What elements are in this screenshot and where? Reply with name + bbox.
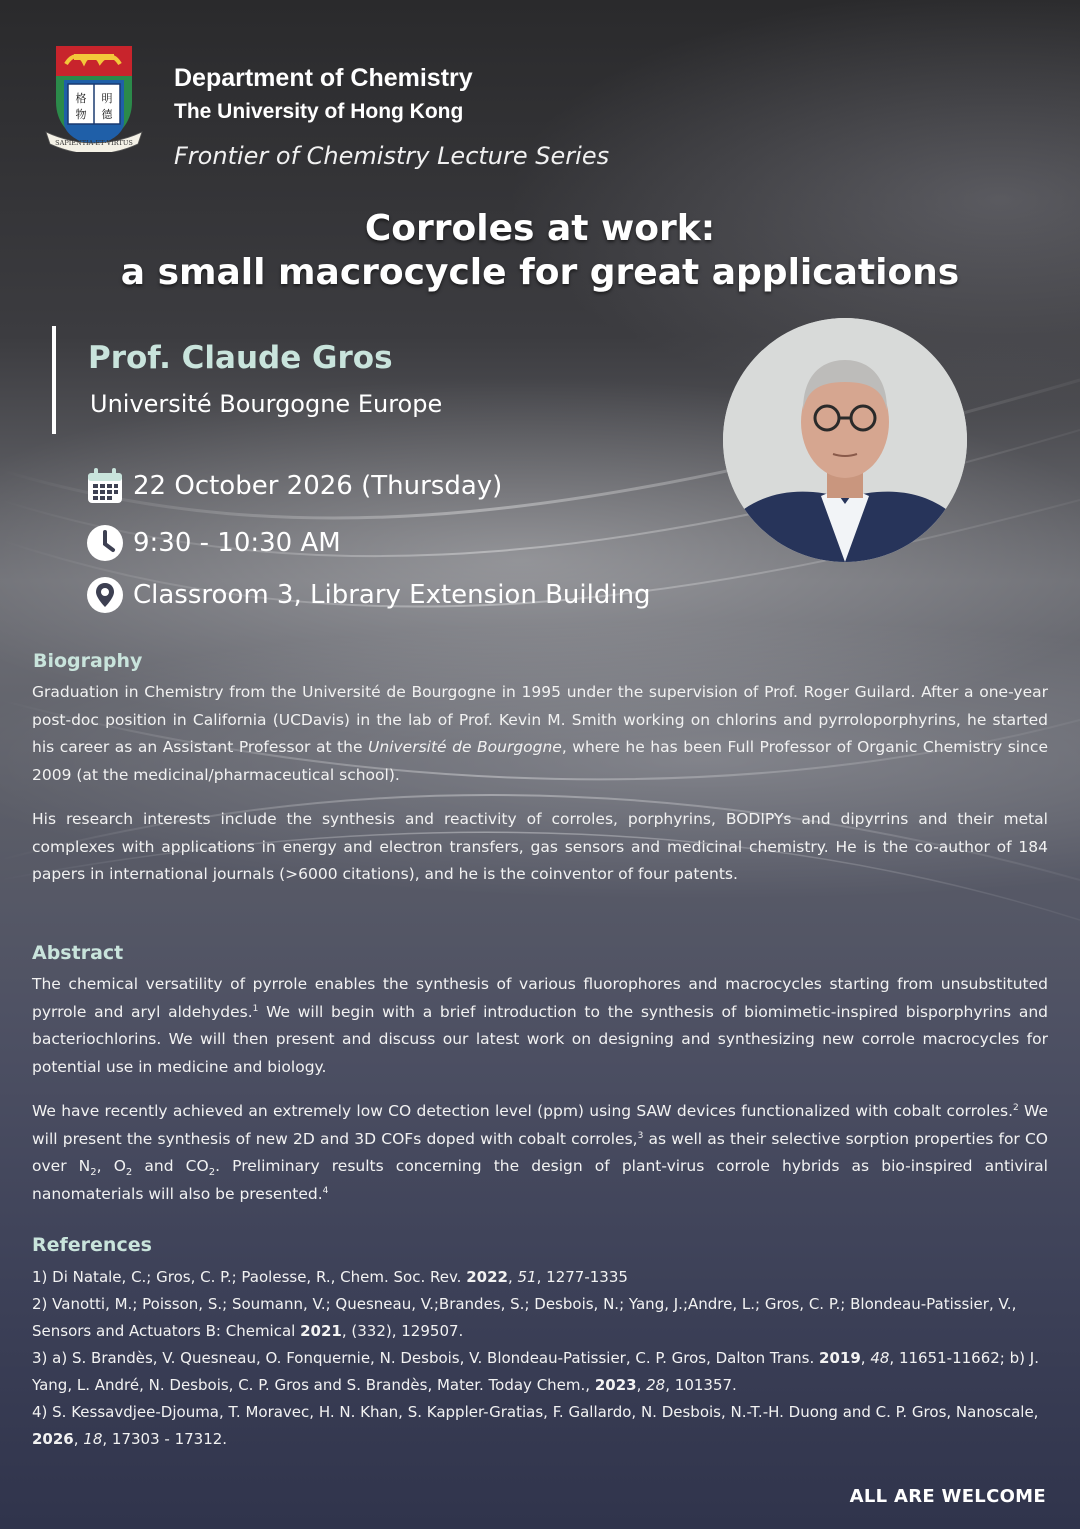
svg-text:德: 德 xyxy=(101,108,113,121)
svg-text:SAPIENTIA·ET·VIRTUS: SAPIENTIA·ET·VIRTUS xyxy=(55,139,133,147)
speaker-accent-bar xyxy=(52,326,56,434)
department-name: Department of Chemistry xyxy=(174,64,473,92)
svg-text:物: 物 xyxy=(75,108,87,121)
lecture-series-name: Frontier of Chemistry Lecture Series xyxy=(174,142,610,170)
references-list xyxy=(32,1264,1048,1453)
abstract-paragraph-2: We have recently achieved an extremely low CO detection level (ppm) using SAW devices functionalized with cobalt corroles.$^2$ We will present the synthesis of new 2D and 3D COFs doped with cobalt corroles,$^3$ as well as their selective sorption properties for CO over $N_2$, $O_2$ and $CO_2$. Preliminary results concerning the design of plant-virus corrole hybrids as bio-inspired antiviral nanomaterials will also be presented.$^4$ xyxy=(32,1102,1049,1203)
speaker-photo xyxy=(723,318,967,562)
event-venue: Classroom 3, Library Extension Building xyxy=(133,580,651,610)
hku-crest-logo xyxy=(44,42,144,152)
biography-paragraph-1: Graduation in Chemistry from the Université de Bourgogne in 1995 under the supervision of Prof. Roger Guilard. After a one-year post-doc position in California (UCDavis) in the lab of Prof. Kevin M. Smith working on chlorins and pyrroloporphyrins, he started his career as an Assistant Professor at the Université de Bourgogne, where he has been Full Professor of Organic Chemistry since 2009 (at the medicinal/pharmaceutical school). xyxy=(32,683,1048,784)
reference-item-3: 3) a) S. Brandès, V. Quesneau, O. Fonquernie, N. Desbois, V. Blondeau-Patissier, C. P. Gros, Dalton Trans. 2019, 48, 11651-11662; b) J. Yang, L. André, N. Desbois, C. P. Gros and S. Brandès, Mater. Today Chem., 2023, 28, 101357. xyxy=(32,1349,1039,1394)
abstract-heading: Abstract xyxy=(32,942,124,964)
svg-text:明: 明 xyxy=(101,92,113,105)
event-time-row xyxy=(86,523,341,563)
reference-item-2: 2) Vanotti, M.; Poisson, S.; Soumann, V.; Quesneau, V.;Brandes, S.; Desbois, N.; Yang, J.;Andre, L.; Gros, C. P.; Blondeau-Patissier, V., Sensors and Actuators B: Chemical 2021, (332), 129507. xyxy=(32,1295,1017,1340)
event-venue-row xyxy=(86,575,651,615)
abstract-paragraph-1: The chemical versatility of pyrrole enables the synthesis of various fluorophores and macrocycles starting from unsubstituted pyrrole and aryl aldehydes.$^1$ We will begin with a brief introduction to the synthesis of biomimetic-inspired bisporphyrins and bacteriochlorins. We will then present and discuss our latest work on designing and synthesizing new corrole macrocycles for potential use in medicine and biology. xyxy=(32,975,1048,1076)
svg-text:格: 格 xyxy=(75,92,87,105)
calendar-icon xyxy=(86,467,124,505)
university-name: The University of Hong Kong xyxy=(174,100,464,123)
event-time: 9:30 - 10:30 AM xyxy=(133,528,341,558)
location-pin-icon xyxy=(86,576,124,614)
event-date: 22 October 2026 (Thursday) xyxy=(133,471,503,501)
speaker-affiliation: Université Bourgogne Europe xyxy=(90,390,443,418)
reference-item-4: 4) S. Kessavdjee-Djouma, T. Moravec, H. N. Khan, S. Kappler-Gratias, F. Gallardo, N. Desbois, N.-T.-H. Duong and C. P. Gros, Nanoscale, 2026, 18, 17303 - 17312. xyxy=(32,1403,1039,1448)
talk-title-line-2: a small macrocycle for great applications xyxy=(120,252,960,293)
speaker-name: Prof. Claude Gros xyxy=(88,340,393,376)
all-are-welcome-footer: ALL ARE WELCOME xyxy=(849,1486,1046,1507)
references-heading: References xyxy=(32,1234,152,1256)
clock-icon xyxy=(86,524,124,562)
biography-paragraph-2: His research interests include the synthesis and reactivity of corroles, porphyrins, BODIPYs and dipyrrins and their metal complexes with applications in energy and electron transfers, gas sensors and medicinal chemistry. He is the co-author of 184 papers in international journals (>6000 citations), and he is the coinventor of four patents. xyxy=(32,810,1048,884)
event-date-row xyxy=(86,466,502,506)
talk-title-line-1: Corroles at work: xyxy=(364,208,716,249)
reference-item-1: 1) Di Natale, C.; Gros, C. P.; Paolesse, R., Chem. Soc. Rev. 2022, 51, 1277-1335 xyxy=(32,1268,628,1286)
biography-heading: Biography xyxy=(33,650,143,672)
